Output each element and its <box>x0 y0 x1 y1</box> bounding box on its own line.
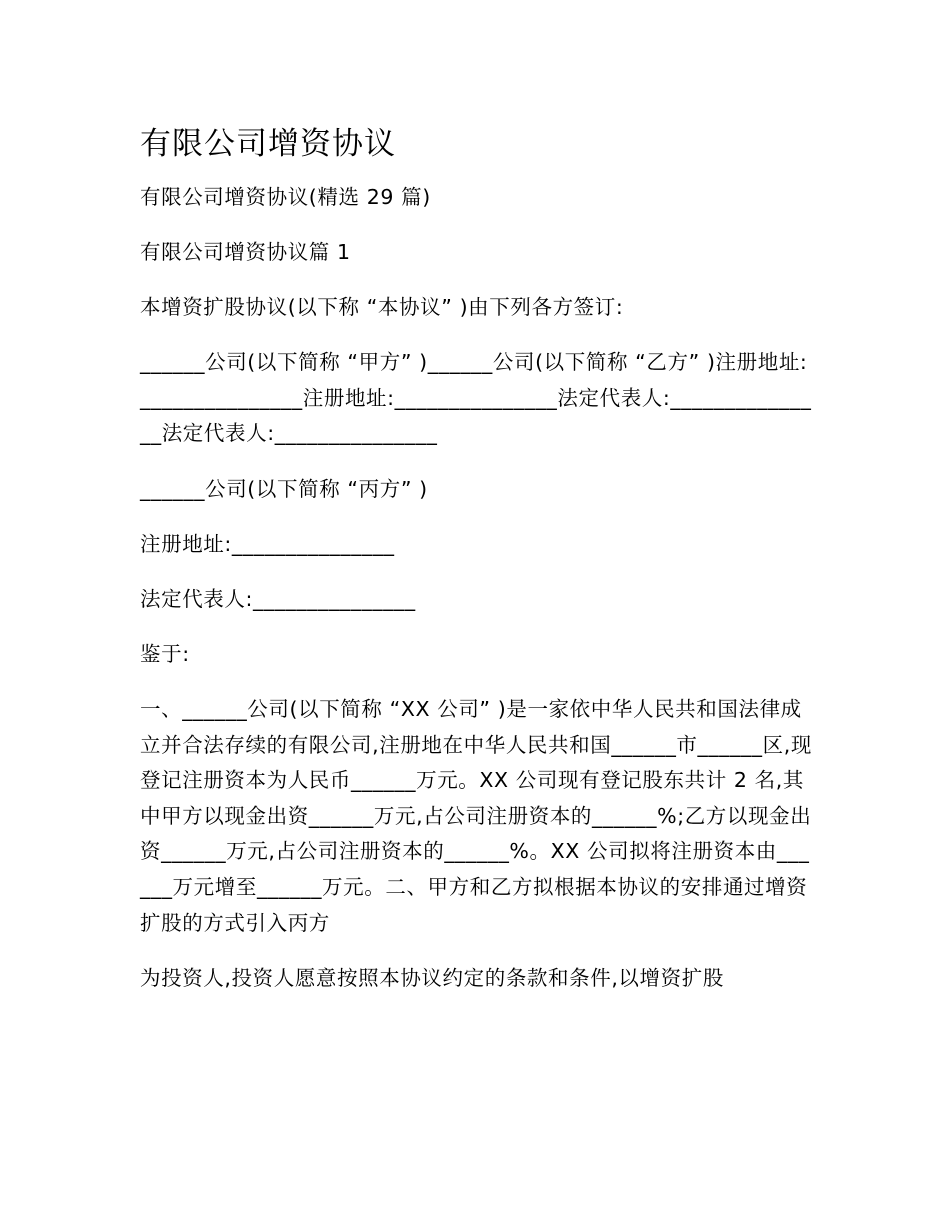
investor-paragraph: 为投资人,投资人愿意按照本协议约定的条款和条件,以增资扩股 <box>140 965 724 990</box>
document-title: 有限公司增资协议 <box>140 126 396 162</box>
document-body <box>140 122 812 1016</box>
party-c-paragraph: ______公司(以下简称 “丙方” ) <box>140 476 428 501</box>
party-a-b-paragraph: ______公司(以下简称 “甲方” )______公司(以下简称 “乙方” )注册地址:_______________注册地址:_______________法定代表人:_______________法定代表人:_______________ <box>140 350 812 446</box>
party-c-representative: 法定代表人:_______________ <box>140 586 416 611</box>
recital-paragraph: 一、______公司(以下简称 “XX 公司” )是一家依中华人民共和国法律成立并合法存续的有限公司,注册地在中华人民共和国______市______区,现登记注册资本为人民币______万元。XX 公司现有登记股东共计 2 名,其中甲方以现金出资______万元,占公司注册资本的______%;乙方以现金出资______万元,占公司注册资本的______%。XX 公司拟将注册资本由______万元增至______万元。二、甲方和乙方拟根据本协议的安排通过增资扩股的方式引入丙方 <box>140 696 812 935</box>
whereas-heading: 鉴于: <box>140 641 190 666</box>
party-c-address: 注册地址:_______________ <box>140 531 395 556</box>
subtitle: 有限公司增资协议(精选 29 篇) <box>140 185 431 209</box>
intro-paragraph: 本增资扩股协议(以下称 “本协议” )由下列各方签订: <box>140 295 624 320</box>
section-heading: 有限公司增资协议篇 1 <box>140 240 351 265</box>
